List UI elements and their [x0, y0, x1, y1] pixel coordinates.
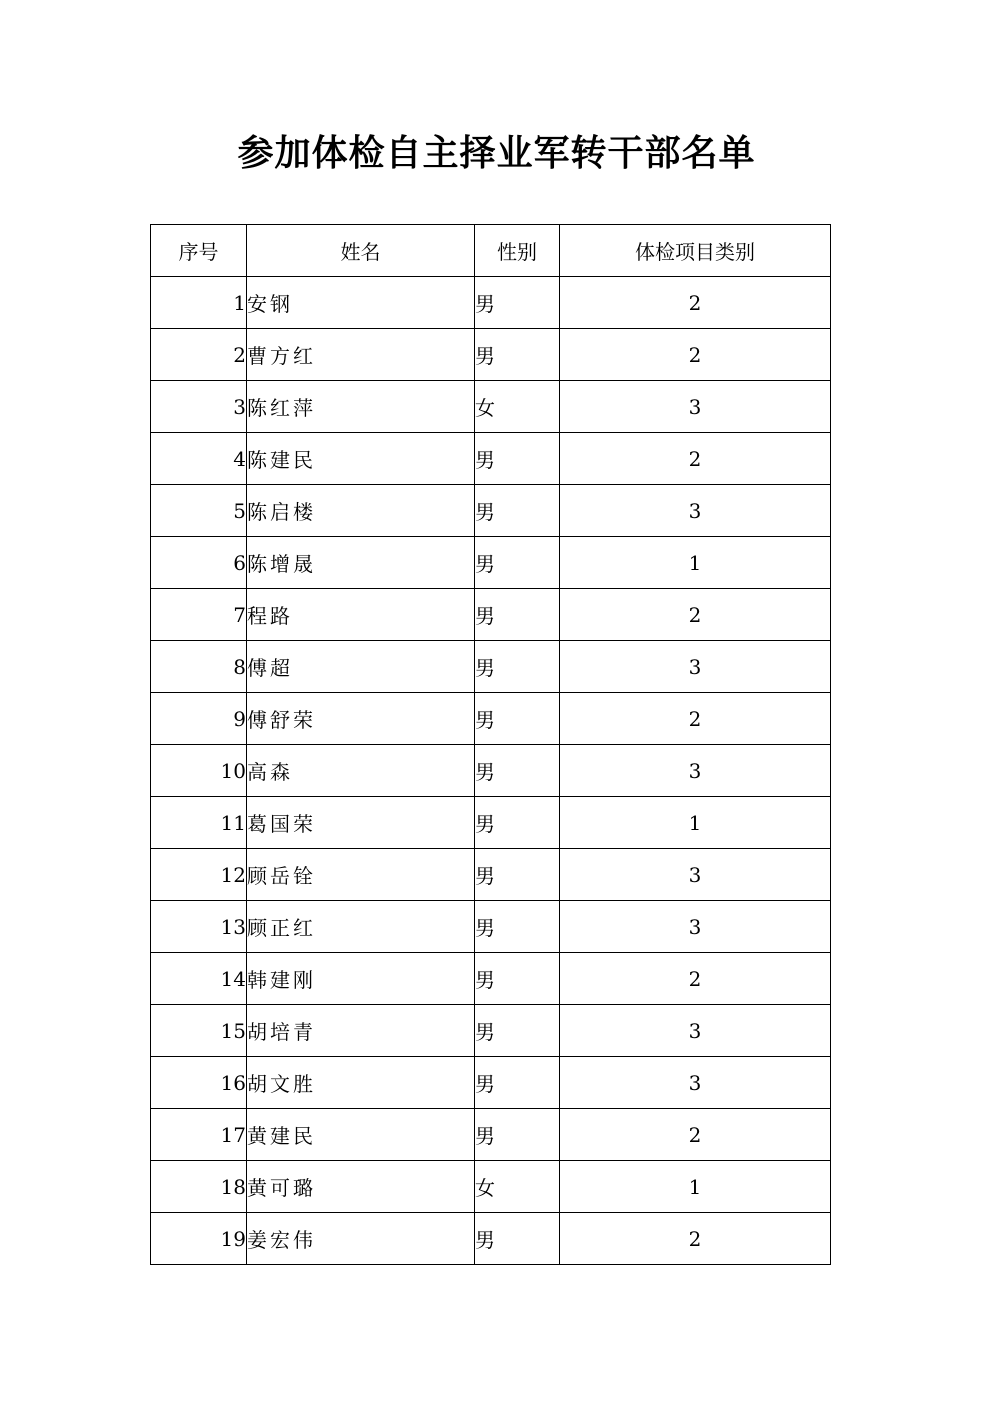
cell-name: 高森	[247, 745, 475, 797]
cell-sex: 男	[475, 1213, 560, 1265]
table-row	[151, 1057, 831, 1109]
table-row	[151, 641, 831, 693]
cell-no: 4	[151, 433, 247, 485]
cell-category: 3	[560, 381, 831, 433]
table-row	[151, 277, 831, 329]
header-sex: 性别	[475, 225, 560, 277]
cell-name: 胡文胜	[247, 1057, 475, 1109]
cell-name: 安钢	[247, 277, 475, 329]
cell-category: 3	[560, 641, 831, 693]
cell-category: 2	[560, 329, 831, 381]
cell-sex: 男	[475, 277, 560, 329]
cell-sex: 男	[475, 433, 560, 485]
cell-sex: 男	[475, 641, 560, 693]
cell-sex: 男	[475, 745, 560, 797]
cell-sex: 女	[475, 1161, 560, 1213]
cell-no: 2	[151, 329, 247, 381]
cell-no: 18	[151, 1161, 247, 1213]
cell-category: 3	[560, 901, 831, 953]
table-body	[151, 277, 831, 1265]
cell-name: 傅舒荣	[247, 693, 475, 745]
cell-name: 傅超	[247, 641, 475, 693]
cell-name: 陈建民	[247, 433, 475, 485]
cell-category: 2	[560, 433, 831, 485]
cell-category: 1	[560, 797, 831, 849]
cell-category: 2	[560, 1109, 831, 1161]
cell-name: 陈增晟	[247, 537, 475, 589]
cell-category: 2	[560, 1213, 831, 1265]
table-row	[151, 433, 831, 485]
cell-sex: 男	[475, 953, 560, 1005]
cell-no: 14	[151, 953, 247, 1005]
table-row	[151, 849, 831, 901]
table-row	[151, 381, 831, 433]
cell-name: 顾岳铨	[247, 849, 475, 901]
cell-sex: 男	[475, 1057, 560, 1109]
cell-name: 陈红萍	[247, 381, 475, 433]
cell-category: 3	[560, 745, 831, 797]
table-row	[151, 1109, 831, 1161]
table-row	[151, 953, 831, 1005]
table-row	[151, 901, 831, 953]
cell-no: 13	[151, 901, 247, 953]
roster-table	[150, 224, 831, 1265]
table-row	[151, 1005, 831, 1057]
header-no: 序号	[151, 225, 247, 277]
cell-name: 曹方红	[247, 329, 475, 381]
header-category: 体检项目类别	[560, 225, 831, 277]
cell-no: 8	[151, 641, 247, 693]
cell-sex: 男	[475, 797, 560, 849]
table-row	[151, 1161, 831, 1213]
table-row	[151, 797, 831, 849]
cell-category: 2	[560, 589, 831, 641]
cell-sex: 女	[475, 381, 560, 433]
cell-no: 17	[151, 1109, 247, 1161]
cell-no: 11	[151, 797, 247, 849]
cell-no: 7	[151, 589, 247, 641]
table-row	[151, 589, 831, 641]
cell-category: 3	[560, 1057, 831, 1109]
cell-name: 黄建民	[247, 1109, 475, 1161]
cell-no: 1	[151, 277, 247, 329]
cell-sex: 男	[475, 329, 560, 381]
cell-name: 胡培青	[247, 1005, 475, 1057]
table-row	[151, 693, 831, 745]
cell-category: 3	[560, 1005, 831, 1057]
cell-no: 10	[151, 745, 247, 797]
page-title: 参加体检自主择业军转干部名单	[237, 132, 756, 174]
table-row	[151, 485, 831, 537]
cell-name: 黄可璐	[247, 1161, 475, 1213]
cell-category: 3	[560, 485, 831, 537]
cell-category: 2	[560, 693, 831, 745]
cell-no: 19	[151, 1213, 247, 1265]
cell-name: 姜宏伟	[247, 1213, 475, 1265]
cell-no: 3	[151, 381, 247, 433]
cell-category: 3	[560, 849, 831, 901]
table-row	[151, 1213, 831, 1265]
cell-sex: 男	[475, 849, 560, 901]
cell-sex: 男	[475, 1109, 560, 1161]
cell-sex: 男	[475, 901, 560, 953]
cell-sex: 男	[475, 485, 560, 537]
cell-name: 韩建刚	[247, 953, 475, 1005]
table-row	[151, 329, 831, 381]
cell-no: 5	[151, 485, 247, 537]
table-row	[151, 745, 831, 797]
cell-category: 2	[560, 277, 831, 329]
cell-no: 12	[151, 849, 247, 901]
cell-category: 1	[560, 537, 831, 589]
cell-name: 陈启楼	[247, 485, 475, 537]
cell-no: 15	[151, 1005, 247, 1057]
table-row	[151, 537, 831, 589]
cell-no: 6	[151, 537, 247, 589]
cell-name: 程路	[247, 589, 475, 641]
cell-no: 16	[151, 1057, 247, 1109]
table-header-row	[151, 225, 831, 277]
cell-sex: 男	[475, 1005, 560, 1057]
cell-sex: 男	[475, 693, 560, 745]
cell-sex: 男	[475, 589, 560, 641]
cell-sex: 男	[475, 537, 560, 589]
cell-name: 顾正红	[247, 901, 475, 953]
header-name: 姓名	[247, 225, 475, 277]
cell-category: 1	[560, 1161, 831, 1213]
cell-name: 葛国荣	[247, 797, 475, 849]
cell-category: 2	[560, 953, 831, 1005]
cell-no: 9	[151, 693, 247, 745]
